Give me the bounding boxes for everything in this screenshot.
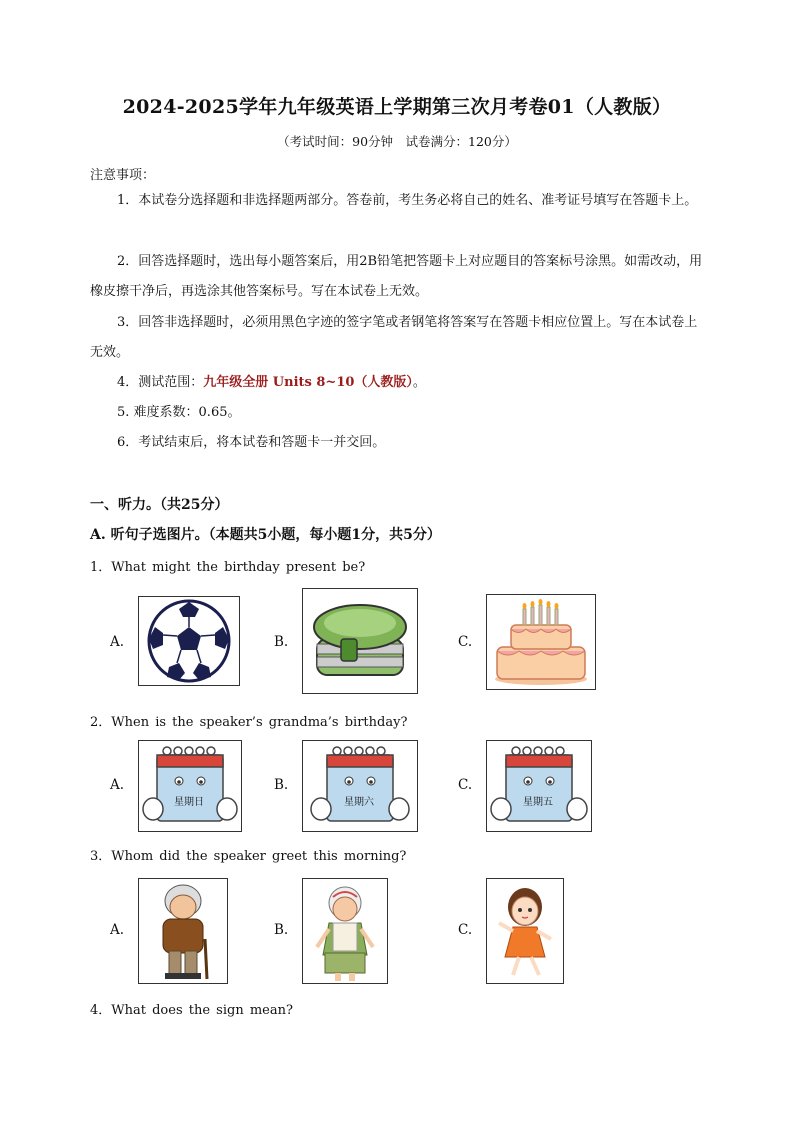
note-item-2: 2．回答选择题时，选出每小题答案后，用2B铅笔把答题卡上对应题目的答案标号涂黑。如需改动，用橡皮擦干净后，再选涂其他答案标号。写在本试卷上无效。: [90, 254, 703, 299]
q3-option-a: A.: [110, 922, 125, 938]
calendar-label-c: 星期五: [523, 797, 553, 808]
note-item-1: 1．本试卷分选择题和非选择题两部分。答卷前，考生务必将自己的姓名、准考证号填写在答题卡上。: [117, 193, 698, 208]
q1-option-a: A.: [110, 634, 125, 650]
q2-option-b: B.: [274, 777, 289, 793]
soccer-ball-icon: [138, 596, 240, 686]
part-a-heading: A. 听句子选图片。（本题共5小题，每小题1分，共5分）: [90, 527, 441, 543]
calendar-saturday-icon: [302, 740, 418, 832]
calendar-friday-icon: [486, 740, 592, 832]
q2-option-a: A.: [110, 777, 125, 793]
birthday-cake-icon: [486, 594, 596, 690]
calendar-sunday-icon: [138, 740, 242, 832]
question-1: 1．What might the birthday present be?: [90, 560, 366, 575]
note-item-3: 3．回答非选择题时，必须用黑色字迹的签字笔或者钢笔将答案写在答题卡相应位置上。写在本试卷上无效。: [90, 315, 698, 360]
note-item-4: [90, 368, 708, 398]
calendar-label-a: 星期日: [174, 797, 204, 808]
q1-option-b: B.: [274, 634, 289, 650]
exam-info: （考试时间：90分钟 试卷满分：120分）: [277, 134, 517, 149]
note-item-5: 5. 难度系数：0.65。: [117, 405, 241, 420]
question-2: 2．When is the speaker’s grandma’s birthday?: [90, 715, 408, 730]
q1-option-c: C.: [458, 634, 473, 650]
page-title: 2024-2025学年九年级英语上学期第三次月考卷01（人教版）: [122, 96, 672, 118]
lunch-box-icon: [302, 588, 418, 694]
q2-option-c: C.: [458, 777, 473, 793]
q3-option-b: B.: [274, 922, 289, 938]
section-listening-heading: 一、听力。（共25分）: [90, 497, 229, 513]
test-scope: 九年级全册 Units 8~10（人教版）: [203, 375, 413, 390]
grandpa-icon: [138, 878, 228, 984]
note-item-6: 6．考试结束后，将本试卷和答题卡一并交回。: [117, 435, 386, 450]
girl-icon: [486, 878, 564, 984]
question-4: 4．What does the sign mean?: [90, 1003, 293, 1018]
question-3: 3．Whom did the speaker greet this morning?: [90, 849, 407, 864]
grandma-icon: [302, 878, 388, 984]
note-4-prefix: 4．测试范围：: [117, 375, 204, 390]
q3-option-c: C.: [458, 922, 473, 938]
note-4-suffix: 。: [412, 375, 426, 390]
calendar-label-b: 星期六: [344, 797, 374, 808]
notes-heading: 注意事项：: [90, 168, 156, 183]
